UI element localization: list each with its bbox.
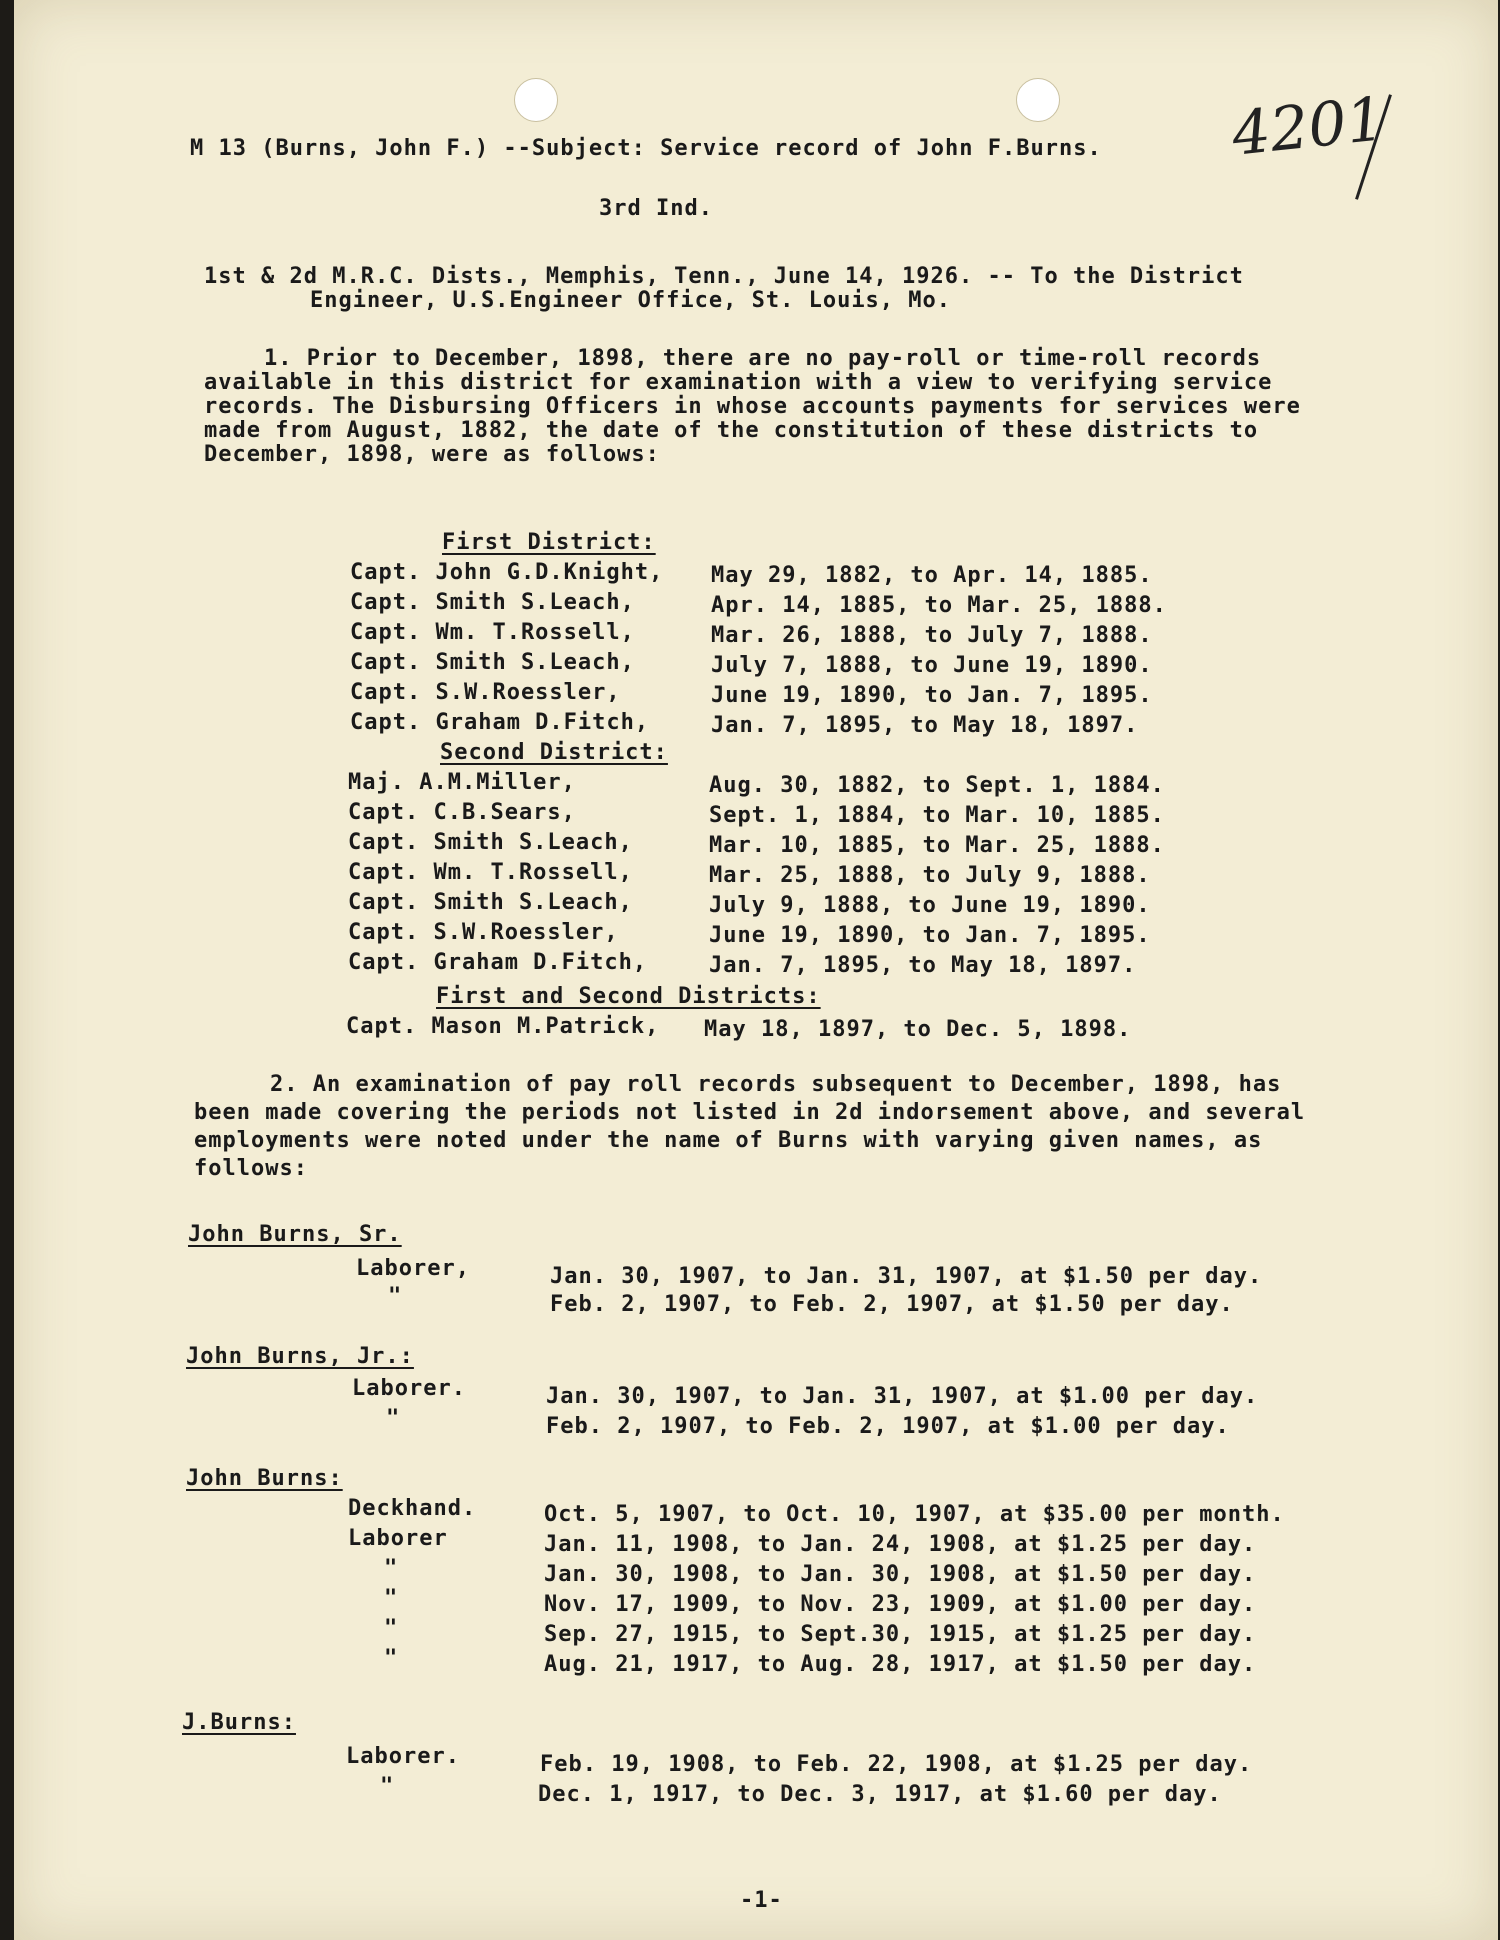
officer-name: Capt. C.B.Sears, [348,800,576,825]
person-heading: John Burns, Jr.: [186,1344,414,1369]
employment-role: Laborer [348,1526,448,1551]
section-heading: First and Second Districts: [436,984,821,1009]
officer-name: Capt. Mason M.Patrick, [346,1014,660,1039]
employment-detail: Jan. 30, 1907, to Jan. 31, 1907, at $1.50 per day. [550,1264,1263,1289]
officer-name: Capt. Smith S.Leach, [350,650,635,675]
person-heading: J.Burns: [182,1710,296,1735]
officer-name: Capt. Smith S.Leach, [350,590,635,615]
employment-detail: Nov. 17, 1909, to Nov. 23, 1909, at $1.00 per day. [544,1592,1257,1617]
officer-period: Sept. 1, 1884, to Mar. 10, 1885. [709,803,1165,828]
address-line-1: 1st & 2d M.R.C. Dists., Memphis, Tenn., June 14, 1926. -- To the District [204,264,1244,289]
officer-period: June 19, 1890, to Jan. 7, 1895. [709,923,1151,948]
officer-name: Maj. A.M.Miller, [348,770,576,795]
paragraph-1-line: December, 1898, were as follows: [204,442,660,467]
paragraph-2-line: been made covering the periods not listed in 2d indorsement above, and several [194,1100,1306,1125]
officer-name: Capt. S.W.Roessler, [350,680,621,705]
employment-role: " [388,1284,403,1309]
paragraph-2-line: follows: [194,1156,308,1181]
officer-period: Mar. 25, 1888, to July 9, 1888. [709,863,1151,888]
officer-period: Apr. 14, 1885, to Mar. 25, 1888. [711,593,1167,618]
officer-period: June 19, 1890, to Jan. 7, 1895. [711,683,1153,708]
officer-period: Mar. 26, 1888, to July 7, 1888. [711,623,1153,648]
officer-period: Jan. 7, 1895, to May 18, 1897. [709,953,1137,978]
paragraph-2-line: employments were noted under the name of Burns with varying given names, as [194,1128,1263,1153]
employment-role: " [380,1774,395,1799]
punch-hole [514,78,558,122]
section-heading: Second District: [440,740,668,765]
person-heading: John Burns, Sr. [188,1222,402,1247]
employment-role: Laborer, [356,1256,470,1281]
officer-name: Capt. Graham D.Fitch, [350,710,650,735]
address-line-2: Engineer, U.S.Engineer Office, St. Louis, Mo. [310,288,952,313]
paragraph-1-line: available in this district for examination with a view to verifying service [204,370,1273,395]
employment-detail: Sep. 27, 1915, to Sept.30, 1915, at $1.25 per day. [544,1622,1257,1647]
employment-detail: Feb. 19, 1908, to Feb. 22, 1908, at $1.25 per day. [540,1752,1253,1777]
officer-name: Capt. Wm. T.Rossell, [350,620,635,645]
officer-name: Capt. Graham D.Fitch, [348,950,648,975]
paragraph-1-line: 1. Prior to December, 1898, there are no pay-roll or time-roll records [264,346,1262,371]
employment-role: " [384,1646,399,1671]
punch-hole [1016,78,1060,122]
employment-detail: Jan. 30, 1907, to Jan. 31, 1907, at $1.00 per day. [546,1384,1259,1409]
person-heading: John Burns: [186,1466,343,1491]
employment-role: " [384,1556,399,1581]
employment-role: Laborer. [346,1744,460,1769]
officer-period: May 29, 1882, to Apr. 14, 1885. [711,563,1153,588]
officer-name: Capt. Smith S.Leach, [348,890,633,915]
page-number: -1- [740,1888,783,1913]
officer-period: Jan. 7, 1895, to May 18, 1897. [711,713,1139,738]
employment-role: Deckhand. [348,1496,477,1521]
officer-name: Capt. S.W.Roessler, [348,920,619,945]
officer-name: Capt. Wm. T.Rossell, [348,860,633,885]
officer-period: Aug. 30, 1882, to Sept. 1, 1884. [709,773,1165,798]
employment-detail: Aug. 21, 1917, to Aug. 28, 1917, at $1.50 per day. [544,1652,1257,1677]
officer-period: May 18, 1897, to Dec. 5, 1898. [704,1017,1132,1042]
officer-name: Capt. Smith S.Leach, [348,830,633,855]
employment-detail: Jan. 11, 1908, to Jan. 24, 1908, at $1.25 per day. [544,1532,1257,1557]
employment-role: " [386,1406,401,1431]
subject-line: M 13 (Burns, John F.) --Subject: Service record of John F.Burns. [190,136,1102,161]
employment-role: " [384,1616,399,1641]
officer-name: Capt. John G.D.Knight, [350,560,664,585]
indorsement-title: 3rd Ind. [599,196,713,221]
employment-role: " [384,1586,399,1611]
employment-detail: Feb. 2, 1907, to Feb. 2, 1907, at $1.50 per day. [550,1292,1234,1317]
employment-detail: Jan. 30, 1908, to Jan. 30, 1908, at $1.50 per day. [544,1562,1257,1587]
officer-period: Mar. 10, 1885, to Mar. 25, 1888. [709,833,1165,858]
employment-detail: Dec. 1, 1917, to Dec. 3, 1917, at $1.60 per day. [538,1782,1222,1807]
paragraph-2-line: 2. An examination of pay roll records subsequent to December, 1898, has [270,1072,1282,1097]
employment-role: Laborer. [352,1376,466,1401]
handwritten-file-number: 4201 [1228,84,1388,170]
document-page [14,0,1498,1940]
paragraph-1-line: made from August, 1882, the date of the constitution of these districts to [204,418,1259,443]
officer-period: July 9, 1888, to June 19, 1890. [709,893,1151,918]
section-heading: First District: [442,530,656,555]
employment-detail: Oct. 5, 1907, to Oct. 10, 1907, at $35.00 per month. [544,1502,1285,1527]
officer-period: July 7, 1888, to June 19, 1890. [711,653,1153,678]
paragraph-1-line: records. The Disbursing Officers in whose accounts payments for services were [204,394,1301,419]
employment-detail: Feb. 2, 1907, to Feb. 2, 1907, at $1.00 per day. [546,1414,1230,1439]
